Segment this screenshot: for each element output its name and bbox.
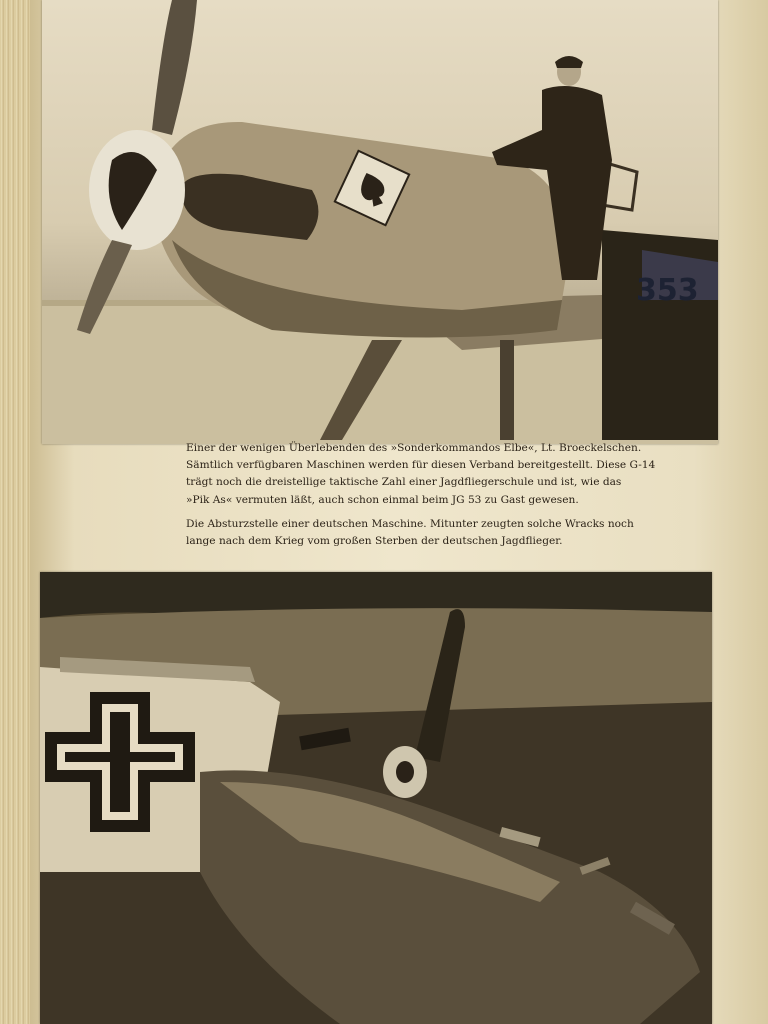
tactical-number: 353 bbox=[636, 273, 699, 308]
caption-line: lange nach dem Krieg vom großen Sterben der deutschen Jagdflieger. bbox=[186, 535, 563, 548]
caption-bottom-photo bbox=[186, 516, 714, 550]
caption-top-photo bbox=[186, 440, 714, 509]
caption-line: trägt noch die dreistellige taktische Zahl einer Jagdfliegerschule und ist, wie das bbox=[186, 476, 622, 489]
caption-line: Einer der wenigen Überlebenden des »Sonderkommandos Elbe«, Lt. Broeckelschen. bbox=[186, 442, 642, 454]
caption-line: Die Absturzstelle einer deutschen Maschine. Mitunter zeugten solche Wracks noch bbox=[186, 517, 634, 530]
caption-block bbox=[186, 440, 714, 557]
photo-aircraft-with-pilot bbox=[42, 0, 718, 444]
wreck-illustration bbox=[40, 572, 712, 1024]
aircraft-illustration bbox=[42, 0, 718, 444]
caption-line: Sämtlich verfügbaren Maschinen werden für diesen Verband bereitgestellt. Diese G-14 bbox=[186, 459, 656, 472]
caption-line: »Pik As« vermuten läßt, auch schon einmal beim JG 53 zu Gast gewesen. bbox=[186, 493, 579, 506]
photo-crash-site bbox=[40, 572, 712, 1024]
propeller-blade bbox=[152, 0, 197, 135]
landing-gear-strut bbox=[500, 340, 514, 440]
